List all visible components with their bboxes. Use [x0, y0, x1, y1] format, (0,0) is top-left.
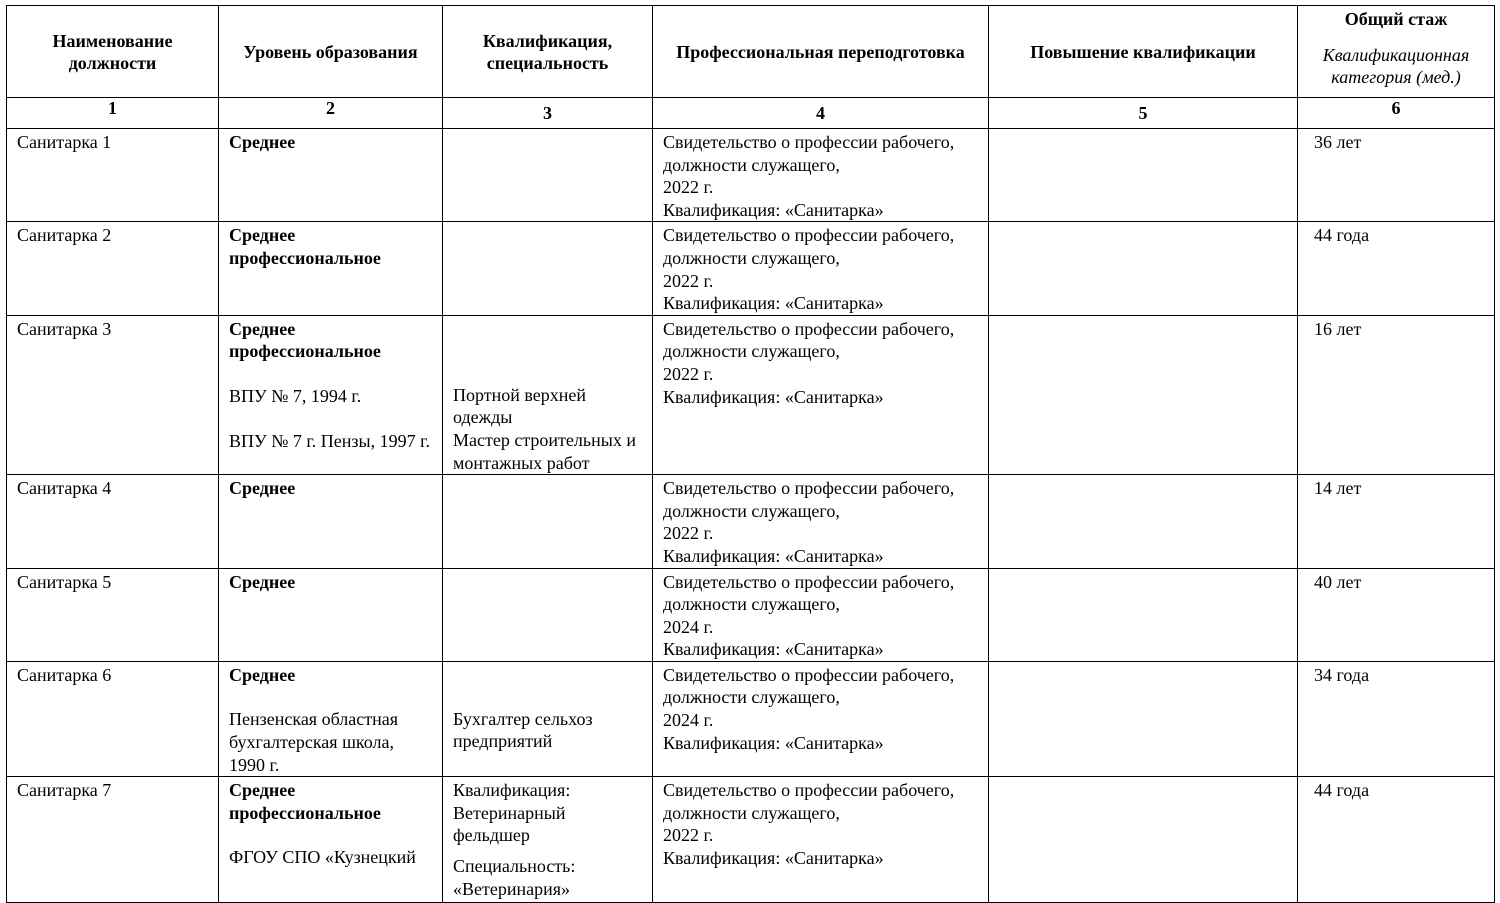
advanced-training-cell: [989, 315, 1298, 474]
header-total-experience: Общий стаж: [1344, 9, 1448, 29]
position-cell: Санитарка 3: [17, 318, 112, 339]
specialty-text: Специальность: «Ветеринария»: [453, 856, 576, 899]
advanced-training-cell: [989, 661, 1298, 776]
education-level-cell: Среднее профессиональное: [229, 318, 381, 362]
qualification-text: Портной верхней одежды: [453, 384, 587, 428]
education-level-cell: Среднее профессиональное: [229, 225, 381, 268]
column-number: 2: [219, 98, 443, 129]
advanced-training-cell: [989, 777, 1298, 903]
education-level-cell: Среднее: [229, 478, 296, 499]
position-cell: Санитарка 4: [17, 478, 112, 499]
table-row: [7, 661, 1495, 776]
retraining-year: 2022 г.: [663, 523, 714, 544]
retraining-cell: [653, 129, 989, 222]
header-experience: [1298, 6, 1495, 98]
retraining-cell: [653, 222, 989, 315]
column-number: 1: [7, 98, 219, 129]
table-row: [7, 222, 1495, 315]
retraining-cell: [653, 661, 989, 776]
qualification-cell: [443, 129, 653, 222]
table-row: [7, 777, 1495, 903]
education-level-cell: Среднее: [229, 132, 296, 152]
header-qualification: Квалификация, специальность: [443, 6, 653, 98]
advanced-training-cell: [989, 222, 1298, 315]
retraining-cert: Свидетельство о профессии рабочего, должности служащего,: [663, 132, 955, 175]
retraining-cert: Свидетельство о профессии рабочего, должности служащего,: [663, 318, 955, 362]
retraining-qualification: Квалификация: «Санитарка»: [663, 386, 884, 407]
qualification-cell: [443, 568, 653, 661]
retraining-year: 2022 г.: [663, 363, 714, 384]
education-level-cell: Среднее: [229, 664, 296, 685]
header-advanced-training: Повышение квалификации: [989, 6, 1298, 98]
qualification-cell: [443, 475, 653, 568]
retraining-cert: Свидетельство о профессии рабочего, должности служащего,: [663, 571, 955, 615]
header-qualification-category: Квалификационная категория (мед.): [1322, 45, 1470, 87]
header-retraining: Профессиональная переподготовка: [653, 6, 989, 98]
position-cell: Санитарка 2: [17, 225, 112, 246]
qualification-cell: [443, 222, 653, 315]
education-level-cell: Среднее: [229, 571, 296, 592]
position-cell: Санитарка 1: [17, 132, 112, 152]
retraining-year: 2024 г.: [663, 710, 714, 731]
education-level-cell: Среднее профессиональное: [229, 780, 381, 823]
retraining-qualification: Квалификация: «Санитарка»: [663, 639, 884, 660]
column-number: 3: [443, 98, 653, 129]
advanced-training-cell: [989, 475, 1298, 568]
qualification-text: Бухгалтер сельхоз предприятий: [453, 708, 593, 752]
column-number: 5: [989, 98, 1298, 129]
retraining-year: 2024 г.: [663, 616, 714, 637]
retraining-cell: [653, 315, 989, 474]
retraining-qualification: Квалификация: «Санитарка»: [663, 293, 884, 314]
retraining-year: 2022 г.: [663, 825, 714, 846]
table-row: [7, 129, 1495, 222]
position-cell: Санитарка 5: [17, 571, 112, 592]
education-institution: ВПУ № 7, 1994 г.: [229, 385, 362, 406]
retraining-year: 2022 г.: [663, 270, 714, 291]
experience-cell: 16 лет: [1314, 318, 1362, 339]
retraining-qualification: Квалификация: «Санитарка»: [663, 545, 884, 566]
retraining-cell: [653, 475, 989, 568]
table-row: [7, 315, 1495, 474]
advanced-training-cell: [989, 129, 1298, 222]
table-row: [7, 568, 1495, 661]
retraining-cert: Свидетельство о профессии рабочего, должности служащего,: [663, 225, 955, 268]
advanced-training-cell: [989, 568, 1298, 661]
column-number-row: [7, 98, 1495, 129]
position-cell: Санитарка 7: [17, 780, 112, 801]
experience-cell: 36 лет: [1314, 132, 1362, 152]
retraining-cert: Свидетельство о профессии рабочего, должности служащего,: [663, 780, 955, 823]
retraining-cell: [653, 777, 989, 903]
column-number: 4: [653, 98, 989, 129]
experience-cell: 40 лет: [1314, 571, 1362, 592]
qualification-text: Мастер строительных и монтажных работ: [453, 429, 636, 473]
education-institution: ФГОУ СПО «Кузнецкий: [229, 847, 416, 868]
experience-cell: 44 года: [1314, 225, 1370, 246]
retraining-qualification: Квалификация: «Санитарка»: [663, 848, 884, 869]
retraining-cell: [653, 568, 989, 661]
retraining-qualification: Квалификация: «Санитарка»: [663, 199, 884, 220]
column-number: 6: [1298, 98, 1495, 129]
retraining-year: 2022 г.: [663, 177, 714, 198]
education-institution: Пензенская областная бухгалтерская школа, 1990 г.: [229, 709, 399, 775]
position-cell: Санитарка 6: [17, 664, 112, 685]
retraining-qualification: Квалификация: «Санитарка»: [663, 732, 884, 753]
qualification-text: Квалификация: Ветеринарный фельдшер: [453, 780, 571, 846]
header-row: [7, 6, 1495, 98]
retraining-cert: Свидетельство о профессии рабочего, должности служащего,: [663, 478, 955, 521]
experience-cell: 14 лет: [1314, 478, 1362, 499]
staff-table: [6, 5, 1495, 903]
retraining-cert: Свидетельство о профессии рабочего, должности служащего,: [663, 664, 955, 708]
experience-cell: 44 года: [1314, 780, 1370, 801]
experience-cell: 34 года: [1314, 664, 1370, 685]
header-education-level: Уровень образования: [219, 6, 443, 98]
table-row: [7, 475, 1495, 568]
header-position: Наименование должности: [7, 6, 219, 98]
education-institution: ВПУ № 7 г. Пензы, 1997 г.: [229, 430, 430, 451]
